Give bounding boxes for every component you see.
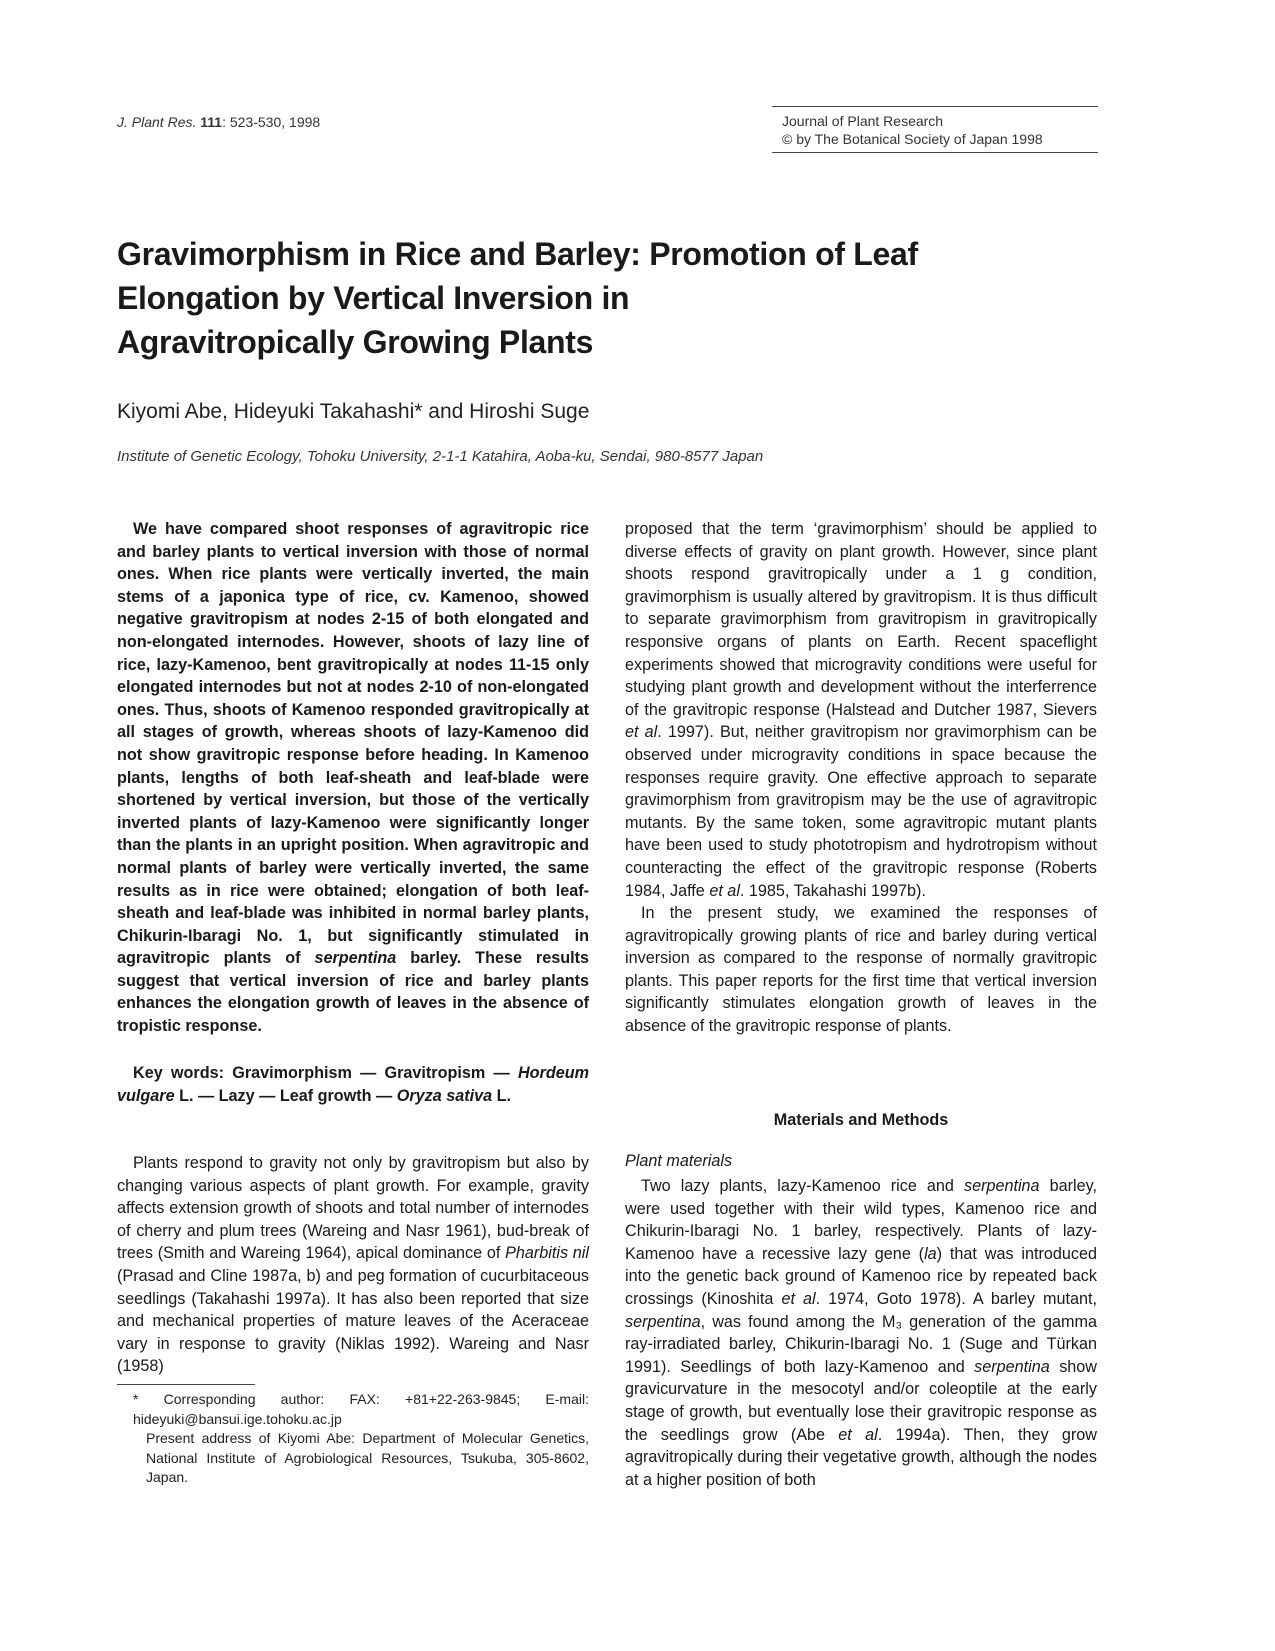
journal-volume: 111 <box>200 114 223 130</box>
intro-text-1: Plants respond to gravity not only by gravitropism but also by changing various aspects of plant growth. For example, gravity affects extension growth of shoots and total number of internodes of cherry and plum trees (Wareing and Nasr 1961), bud-break of trees (Smith and Wareing 1964), apical dominance of <box>117 1154 589 1263</box>
materials-text-1: Two lazy plants, lazy-Kamenoo rice and <box>641 1177 964 1195</box>
keywords <box>117 1062 589 1107</box>
journal-pages-year: : 523-530, 1998 <box>222 114 321 130</box>
affiliation: Institute of Genetic Ecology, Tohoku University, 2-1-1 Katahira, Aoba-ku, Sendai, 980-8577 Japan <box>117 448 764 465</box>
materials-serpentina-2: serpentina <box>625 1312 701 1331</box>
author-list: Kiyomi Abe, Hideyuki Takahashi* and Hiroshi Suge <box>117 400 590 423</box>
abstract-text-2: barley. These results suggest that vertical inversion of rice and barley plants enhances the elongation growth of leaves in the absence of tropistic response. <box>117 949 589 1036</box>
footnote <box>117 1390 589 1488</box>
introduction-right <box>625 518 1097 1038</box>
right-etal-1: et al <box>625 723 658 742</box>
materials-etal-2: et al <box>838 1425 878 1444</box>
keyword-oryza: Oryza sativa <box>396 1086 493 1105</box>
intro-text-2: (Prasad and Cline 1987a, b) and peg formation of cucurbitaceous seedlings (Takahashi 1997a). It has also been reported that size and mechanical properties of mature leaves of the Aceraceae vary in response to gravity (Niklas 1992). Wareing and Nasr (1958) <box>117 1266 589 1376</box>
article-title <box>117 232 997 364</box>
materials-etal-1: et al <box>781 1289 816 1308</box>
materials-text-2: barley, were used together with their wild types, Kamenoo rice and Chikurin-Ibaragi No. 1 barley, respectively. Plants of lazy-Kamenoo have a recessive lazy gene ( <box>625 1177 1097 1263</box>
journal-copyright-box <box>772 106 1098 153</box>
keywords-text-1: Gravimorphism — Gravitropism — <box>224 1064 518 1082</box>
abstract <box>117 518 589 1038</box>
subheading-plant-materials: Plant materials <box>625 1152 733 1170</box>
right-text-3: . 1985, Takahashi 1997b). <box>739 881 926 900</box>
materials-serpentina-3: serpentina <box>974 1357 1050 1376</box>
keywords-text-2: L. — Lazy — Leaf growth — <box>174 1086 397 1105</box>
materials-text-5: , was found among the M₃ generation of the gamma ray-irradiated barley, Chikurin-Ibaragi No. 1 (Suge and Türkan 1991). Seedlings of both lazy-Kamenoo and <box>625 1312 1097 1376</box>
right-text-2: . 1997). But, neither gravitropism nor gravimorphism can be observed under microgravity conditions in space because the responses require gravity. One effective approach to separate gravimorphism from gravitropism may be the use of agravitropic mutants. By the same token, some agravitropic mutant plants have been used to study phototropism and hydrotropism without counteracting the effect of the gravitropic response (Roberts 1984, Jaffe <box>625 723 1097 900</box>
abstract-serpentina: serpentina <box>314 949 397 968</box>
right-paragraph-2: In the present study, we examined the responses of agravitropically growing plants of rice and barley during vertical inversion as compared to the response of normally gravitropic plants. This paper reports for the first time that vertical inversion significantly stimulates elongation growth of leaves in the absence of the gravitropic response of plants. <box>625 904 1097 1036</box>
right-text-1: proposed that the term ‘gravimorphism’ should be applied to diverse effects of gravity on plant growth. However, since plant shoots respond gravitropically under a 1 g condition, gravimorphism is usually altered by gravitropism. It is thus difficult to separate gravimorphism from gravitropism in gravitropically responsive organs of plants on Earth. Recent spaceflight experiments showed that microgravity conditions were useful for studying plant growth and development without the interferrence of the gravitropic response (Halstead and Dutcher 1987, Sievers <box>625 520 1097 719</box>
materials-text-7: . 1994a). Then, they grow agravitropically during their vegetative growth, although the nodes at a higher position of both <box>625 1425 1097 1489</box>
title-line-1: Gravimorphism in Rice and Barley: Promotion of Leaf <box>117 236 918 272</box>
journal-citation <box>117 114 320 130</box>
materials-text <box>625 1175 1097 1491</box>
keywords-label: Key words: <box>133 1064 224 1082</box>
introduction-left <box>117 1152 589 1378</box>
materials-text-3: ) that was introduced into the genetic back ground of Kamenoo rice by repeated back crossings (Kinoshita <box>625 1244 1097 1308</box>
footnote-present-address: Present address of Kiyomi Abe: Department of Molecular Genetics, National Institute of Agrobiological Resources, Tsukuba, 305-8602, Japan. <box>146 1430 589 1485</box>
section-title-materials-methods: Materials and Methods <box>773 1111 949 1129</box>
materials-serpentina-1: serpentina <box>963 1177 1040 1195</box>
copyright-line: © by The Botanical Society of Japan 1998 <box>782 131 1043 147</box>
materials-text-4: . 1974, Goto 1978). A barley mutant, <box>815 1289 1097 1308</box>
journal-abbrev: J. Plant Res. <box>117 114 197 130</box>
title-line-2: Elongation by Vertical Inversion in <box>117 280 630 316</box>
footnote-rule <box>117 1384 255 1385</box>
title-line-3: Agravitropically Growing Plants <box>117 324 594 360</box>
keywords-text-3: L. <box>492 1086 512 1105</box>
materials-la-gene: la <box>924 1244 937 1263</box>
intro-pharbitis: Pharbitis nil <box>505 1244 589 1263</box>
footnote-corresponding: * Corresponding author: FAX: +81+22-263-9845; E-mail: hideyuki@bansui.ige.tohoku.ac.jp <box>133 1391 589 1427</box>
materials-text-6: show gravicurvature in the mesocotyl and/or coleoptile at the early stage of growth, but eventually lose their gravitropic response as the seedlings grow (Abe <box>625 1357 1097 1444</box>
keyword-hordeum: Hordeum vulgare <box>117 1064 589 1105</box>
right-etal-2: et al <box>709 881 740 900</box>
abstract-text-1: We have compared shoot responses of agravitropic rice and barley plants to vertical inversion with those of normal ones. When rice plants were vertically inverted, the main stems of a japonica type of rice, cv. Kamenoo, showed negative gravitropism at nodes 2-15 of both elongated and non-elongated internodes. However, shoots of lazy line of rice, lazy-Kamenoo, bent gravitropically at nodes 11-15 only elongated internodes but not at nodes 2-10 of non-elongated ones. Thus, shoots of Kamenoo responded gravitropically at all stages of growth, whereas shoots of lazy-Kamenoo did not show gravitropic response before heading. In Kamenoo plants, lengths of both leaf-sheath and leaf-blade were shortened by vertical inversion, but those of the vertically inverted plants of lazy-Kamenoo were significantly longer than the plants in an upright position. When agravitropic and normal plants of barley were vertically inverted, the same results as in rice were obtained; elongation of both leaf-sheath and leaf-blade was inhibited in normal barley plants, Chikurin-Ibaragi No. 1, but significantly stimulated in agravitropic plants of <box>117 520 589 968</box>
journal-name: Journal of Plant Research <box>782 113 944 129</box>
